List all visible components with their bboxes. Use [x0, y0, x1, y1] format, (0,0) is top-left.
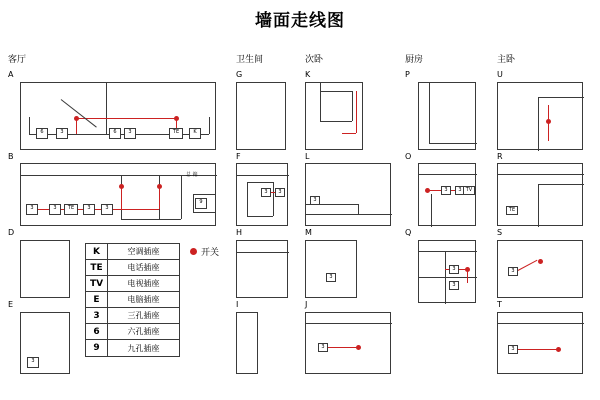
panel-r: [497, 163, 583, 226]
outlet-a-4: 3: [124, 128, 136, 139]
legend-symbol-9: 9: [86, 340, 108, 356]
outlet-b-main-box: 9: [195, 198, 207, 209]
zone-label-second-bedroom: 次卧: [305, 55, 324, 65]
legend-row: [86, 340, 179, 356]
panel-k: [305, 82, 363, 150]
panel-g: [236, 82, 286, 150]
outlet-o-3: TV: [463, 186, 475, 195]
outlet-f-2: 3: [275, 188, 285, 197]
legend-label-te: 电话插座: [127, 263, 160, 272]
panel-letter-o: O: [405, 152, 412, 161]
switch-dot-b1: [119, 184, 124, 189]
panel-j: [305, 312, 391, 374]
panel-o: [418, 163, 476, 226]
panel-s: [497, 240, 583, 298]
outlet-a-6: K: [189, 128, 201, 139]
outlet-m-1: 3: [326, 273, 336, 282]
legend-switch-label: 开关: [201, 248, 220, 258]
zone-label-main-bedroom: 主卧: [497, 55, 516, 65]
panel-letter-j: J: [305, 300, 308, 309]
zone-label-kitchen: 厨房: [405, 55, 424, 65]
switch-dot-t1: [556, 347, 561, 352]
outlet-o-1: 3: [441, 186, 451, 195]
switch-dot-s1: [538, 259, 543, 264]
legend-label-3: 三孔插座: [127, 311, 160, 320]
switch-dot-q1: [465, 267, 470, 272]
outlet-b-4: 3: [83, 204, 95, 215]
outlet-f-1: 3: [261, 188, 271, 197]
legend-label-tv: 电视插座: [127, 279, 160, 288]
legend-symbol-6: 6: [86, 324, 108, 339]
legend: [85, 243, 180, 357]
page-title: 墙面走线图: [255, 11, 345, 31]
zone-label-bathroom: 卫生间: [236, 55, 264, 65]
switch-dot-a1: [74, 116, 79, 121]
panel-letter-a: A: [8, 70, 14, 79]
panel-letter-i: I: [236, 300, 239, 309]
legend-switch-key: [190, 245, 219, 258]
panel-u: [497, 82, 583, 150]
legend-symbol-k: K: [86, 244, 108, 259]
legend-row: [86, 308, 179, 324]
legend-row: [86, 244, 179, 260]
outlet-a-5: TE: [169, 128, 183, 139]
legend-row: [86, 260, 179, 276]
panel-h: [236, 240, 288, 298]
switch-dot-o1: [425, 188, 430, 193]
outlet-j-1: 3: [318, 343, 328, 352]
panel-letter-l: L: [305, 152, 310, 161]
outlet-r-1: TE: [506, 206, 518, 215]
outlet-e-1: 3: [27, 357, 39, 368]
panel-letter-q: Q: [405, 228, 412, 237]
panel-letter-f: F: [236, 152, 241, 161]
outlet-l-1: 3: [310, 196, 320, 205]
panel-letter-m: M: [305, 228, 312, 237]
switch-dot-b2: [157, 184, 162, 189]
panel-q: [418, 240, 476, 303]
legend-label-9: 九孔插座: [127, 343, 160, 353]
zone-label-living-room: 客厅: [8, 55, 27, 65]
panel-m: [305, 240, 357, 298]
legend-row: [86, 292, 179, 308]
legend-row: [86, 324, 179, 340]
outlet-q-2: 3: [449, 281, 459, 290]
outlet-b-2: 3: [49, 204, 61, 215]
panel-letter-t: T: [497, 300, 502, 309]
outlet-a-2: 3: [56, 128, 68, 139]
outlet-a-3: 6: [109, 128, 121, 139]
panel-letter-h: H: [236, 228, 243, 237]
panel-l: [305, 163, 391, 226]
switch-dot-j1: [356, 345, 361, 350]
legend-symbol-e: E: [86, 292, 108, 307]
panel-letter-e: E: [8, 300, 14, 309]
outlet-b-1: 3: [26, 204, 38, 215]
panel-letter-b: B: [8, 152, 14, 161]
outlet-t-1: 3: [508, 345, 518, 354]
legend-symbol-3: 3: [86, 308, 108, 323]
legend-symbol-tv: TV: [86, 276, 108, 291]
panel-i: [236, 312, 258, 374]
switch-dot-icon: [190, 248, 197, 255]
panel-letter-g: G: [236, 70, 243, 79]
legend-symbol-te: TE: [86, 260, 108, 275]
panel-a: [20, 82, 216, 150]
outlet-b-5: 3: [101, 204, 113, 215]
panel-letter-u: U: [497, 70, 503, 79]
panel-p: [418, 82, 476, 150]
main-box-note: 总 箱: [186, 172, 198, 178]
outlet-s-1: 3: [508, 267, 518, 276]
outlet-q-1: 3: [449, 265, 459, 274]
outlet-a-1: 6: [36, 128, 48, 139]
outlet-o-2: 3: [455, 186, 465, 195]
panel-t: [497, 312, 583, 374]
panel-letter-s: S: [497, 228, 503, 237]
panel-letter-r: R: [497, 152, 503, 161]
outlet-b-3: TE: [64, 204, 78, 215]
panel-f: [236, 163, 288, 226]
panel-d: [20, 240, 70, 298]
panel-letter-d: D: [8, 228, 15, 237]
panel-e: [20, 312, 70, 374]
legend-label-6: 六孔插座: [127, 327, 160, 336]
panel-letter-p: P: [405, 70, 410, 79]
panel-letter-k: K: [305, 70, 311, 79]
legend-label-k: 空调插座: [127, 247, 160, 256]
switch-dot-a2: [174, 116, 179, 121]
switch-dot-u1: [546, 119, 551, 124]
legend-label-e: 电脑插座: [127, 295, 160, 304]
legend-row: [86, 276, 179, 292]
